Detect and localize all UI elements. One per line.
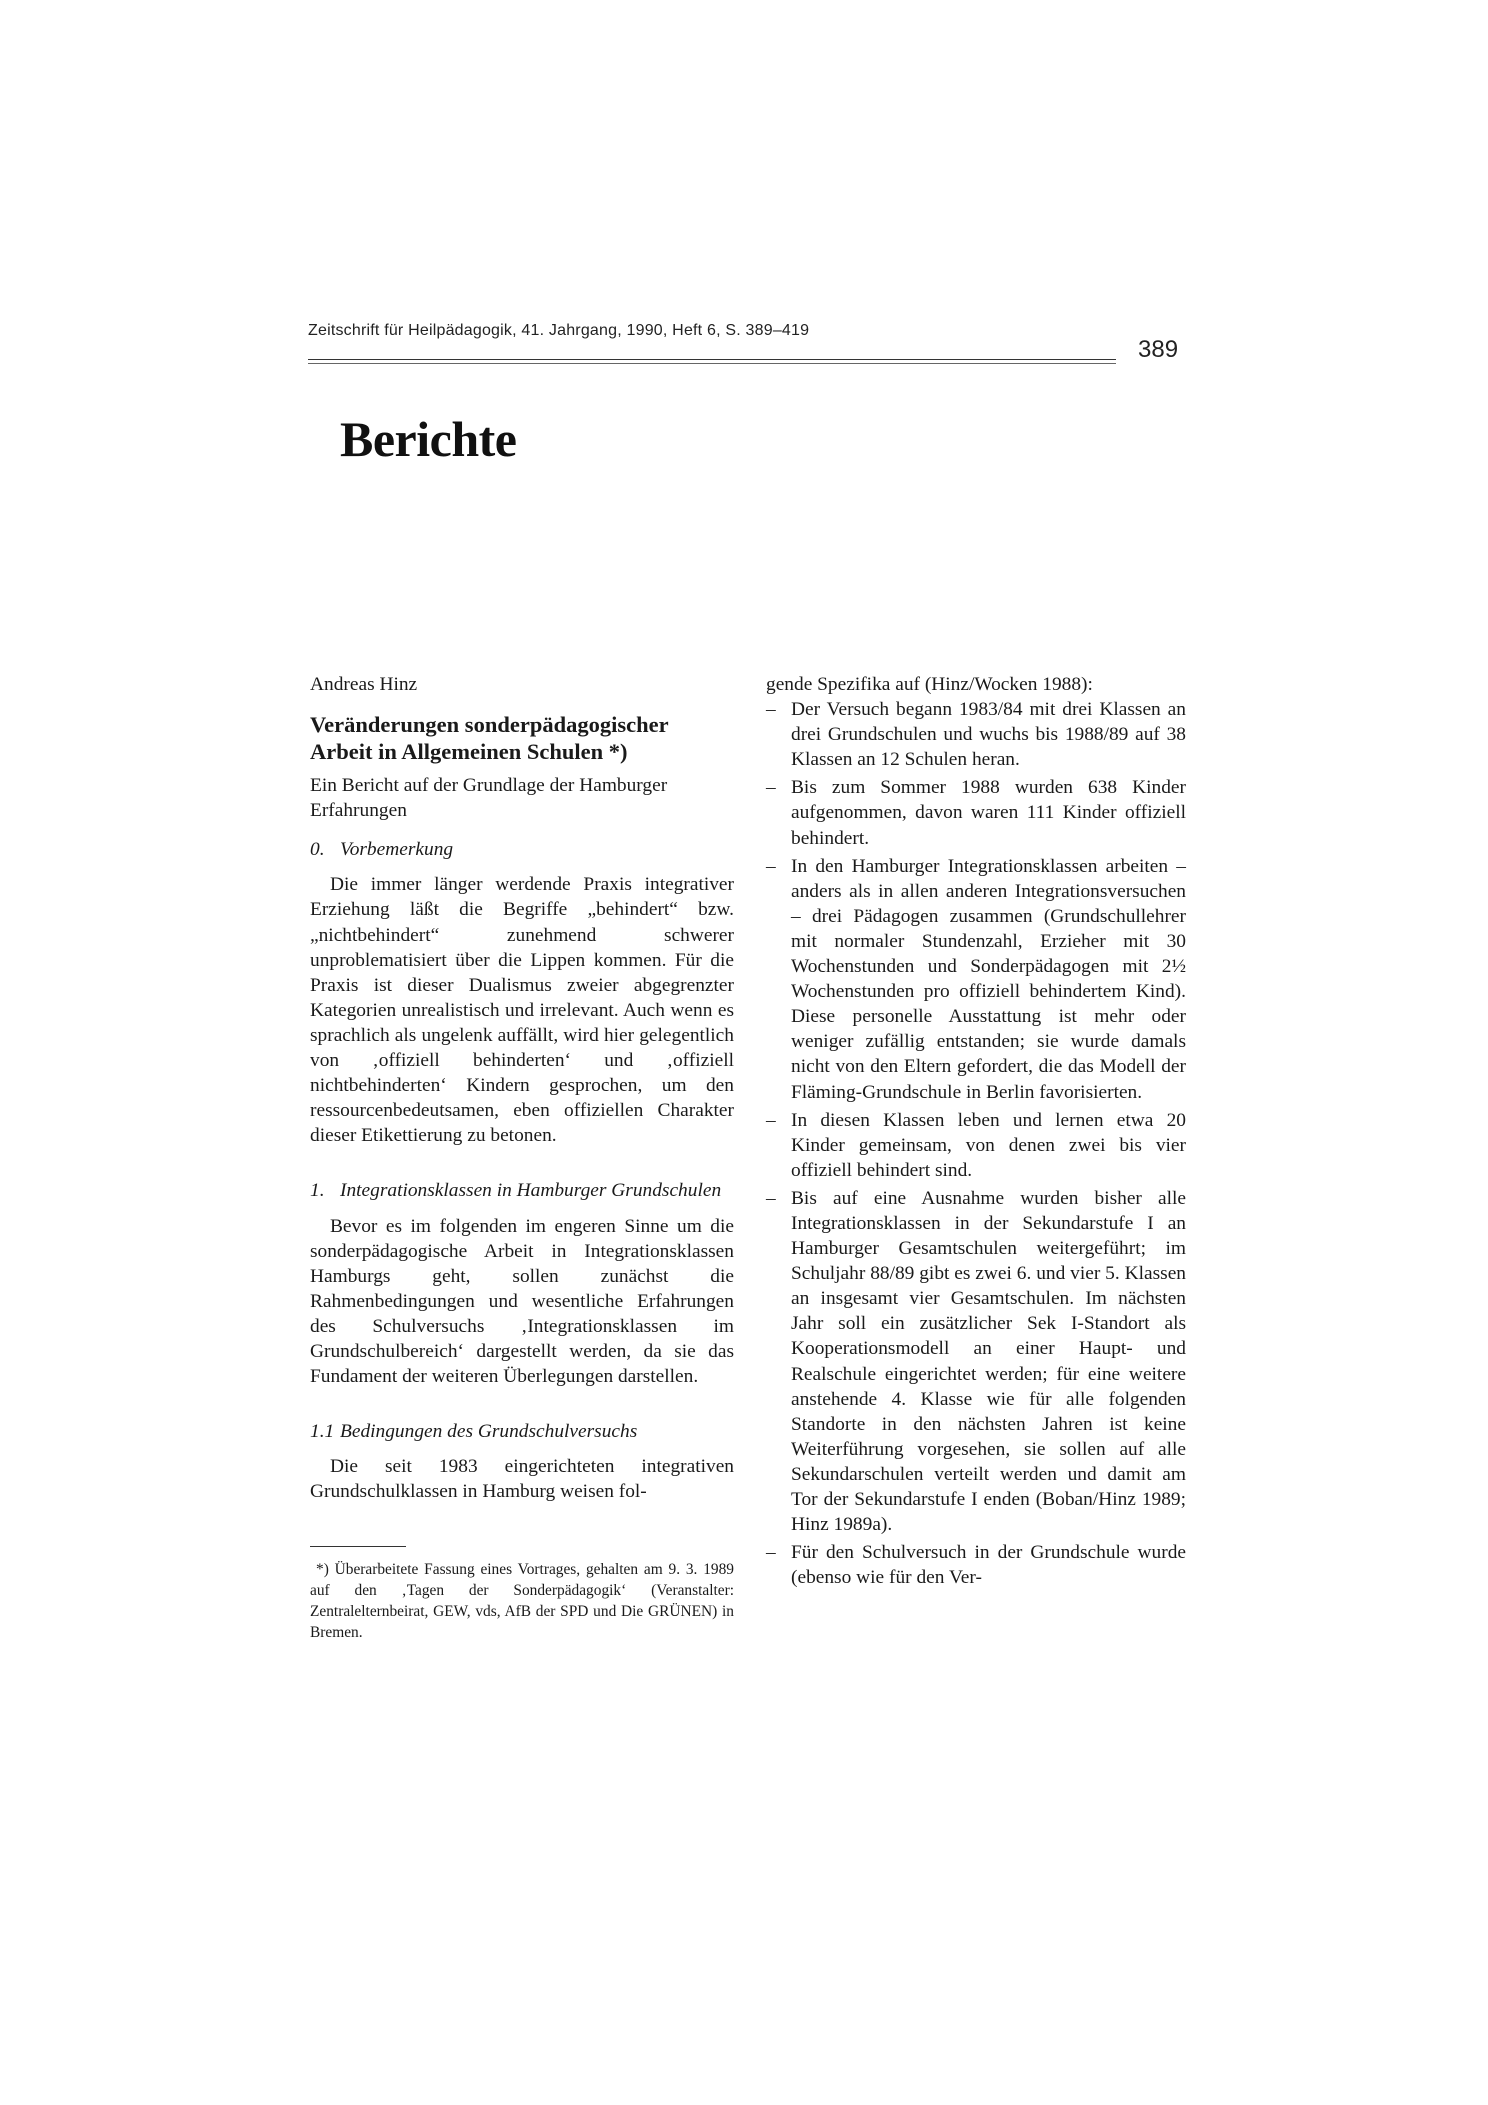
section-number: 1. (310, 1180, 325, 1202)
list-item: – Für den Schulversuch in der Grundschule wurde (ebenso wie für den Ver- (766, 1540, 1186, 1590)
section-number: 0. (310, 839, 325, 861)
list-item: – Bis zum Sommer 1988 wurden 638 Kinder aufgenommen, davon waren 111 Kinder offiziell behindert. (766, 775, 1186, 850)
spacer (310, 1148, 734, 1178)
section-heading-0 (310, 837, 734, 862)
right-column (766, 672, 1186, 1593)
section-heading-1-1 (310, 1419, 734, 1444)
list-item: – In den Hamburger Integrationsklassen arbeiten – anders als in allen anderen Integrationsversuchen – drei Pädagogen zusammen (Grundschullehrer mit normaler Stundenzahl, Erzieher mit 30 Wochenstunden und Sonderpädagogen mit 2½ Wochenstunden pro offiziell behindertem Kind). Diese personelle Ausstattung ist mehr oder weniger zufällig entstanden; sie wurde damals nicht von den Eltern gefordert, die das Modell der Fläming-Grundschule in Berlin favorisierten. (766, 854, 1186, 1105)
section-number: 1.1 (310, 1421, 335, 1443)
list-item: – In diesen Klassen leben und lernen etwa 20 Kinder gemeinsam, von denen zwei bis vier offiziell behindert sind. (766, 1108, 1186, 1183)
section-title: Berichte (340, 411, 517, 467)
running-head: Zeitschrift für Heilpädagogik, 41. Jahrgang, 1990, Heft 6, S. 389–419 (308, 322, 810, 339)
article-subtitle: Ein Bericht auf der Grundlage der Hamburger Erfahrungen (310, 775, 668, 822)
article-title: Veränderungen sonderpädagogischer Arbeit in Allgemeinen Schulen *) (310, 712, 669, 765)
header-rule-secondary (308, 363, 1116, 364)
header-rule (308, 359, 1116, 360)
paragraph-integrationsklassen: Bevor es im folgenden im engeren Sinne um die sonderpädagogische Arbeit in Integrationsklassen Hamburgs geht, sollen zunächst die Rahmenbedingungen und wesentliche Erfahrungen des Schulversuchs ‚Integrationsklassen im Grundschulbereich‘ dargestellt werden, da sie das Fundament der weiteren Überlegungen darstellen. (310, 1215, 734, 1388)
paragraph-continuation: gende Spezifika auf (Hinz/Wocken 1988): (766, 674, 1093, 695)
page-number: 389 (1138, 336, 1179, 363)
section-heading-text: Vorbemerkung (340, 839, 454, 861)
section-heading-text: Integrationsklassen in Hamburger Grundschulen (340, 1180, 722, 1202)
list-item: – Bis auf eine Ausnahme wurden bisher alle Integrationsklassen in der Sekundarstufe I an Hamburger Gesamtschulen weitergeführt; im Schuljahr 88/89 gibt es zwei 6. und vier 5. Klassen an insgesamt vier Gesamtschulen. Im nächsten Jahr soll ein zusätzlicher Sek I-Standort als Kooperationsmodell an einer Haupt- und Realschule eingerichtet werden; für eine weitere anstehende 4. Klasse wie für alle folgenden Standorte in den nächsten Jahren ist keine Weiterführung vorgesehen, sie sollen auf alle Sekundarschulen verteilt werden und damit am Tor der Sekundarstufe I enden (Boban/Hinz 1989; Hinz 1989a). (766, 1186, 1186, 1537)
author-name: Andreas Hinz (310, 674, 418, 695)
specifics-list (766, 697, 1186, 1590)
footnote-rule (310, 1546, 406, 1547)
section-heading-text: Bedingungen des Grundschulversuchs (340, 1421, 638, 1443)
spacer (310, 1389, 734, 1419)
paragraph-bedingungen: Die seit 1983 eingerichteten integrativen Grundschulklassen in Hamburg weisen fol- (310, 1456, 734, 1503)
paragraph-vorbemerkung: Die immer länger werdende Praxis integrativer Erziehung läßt die Begriffe „behindert“ bzw. „nichtbehindert“ zunehmend schwerer unproblematisiert über die Lippen kommen. Für die Praxis ist dieser Dualismus zweier abgegrenzter Kategorien unrealistisch und irrelevant. Auch wenn es sprachlich als ungelenk auffällt, wird hier gelegentlich von ‚offiziell behinderten‘ und ‚offiziell nichtbehinderten‘ Kindern gesprochen, um den ressourcenbedeutsamen, eben offiziellen Charakter dieser Etikettierung zu betonen. (310, 874, 734, 1147)
section-heading-1 (310, 1178, 734, 1203)
footnote: *) Überarbeitete Fassung eines Vortrages, gehalten am 9. 3. 1989 auf den ‚Tagen der Sonderpädagogik‘ (Veranstalter: Zentralelternbeirat, GEW, vds, AfB der SPD und Die GRÜNEN) in Bremen. (310, 1561, 734, 1642)
list-item: – Der Versuch begann 1983/84 mit drei Klassen an drei Grundschulen und wuchs bis 1988/89 auf 38 Klassen an 12 Schulen heran. (766, 697, 1186, 772)
left-column (310, 672, 734, 1643)
